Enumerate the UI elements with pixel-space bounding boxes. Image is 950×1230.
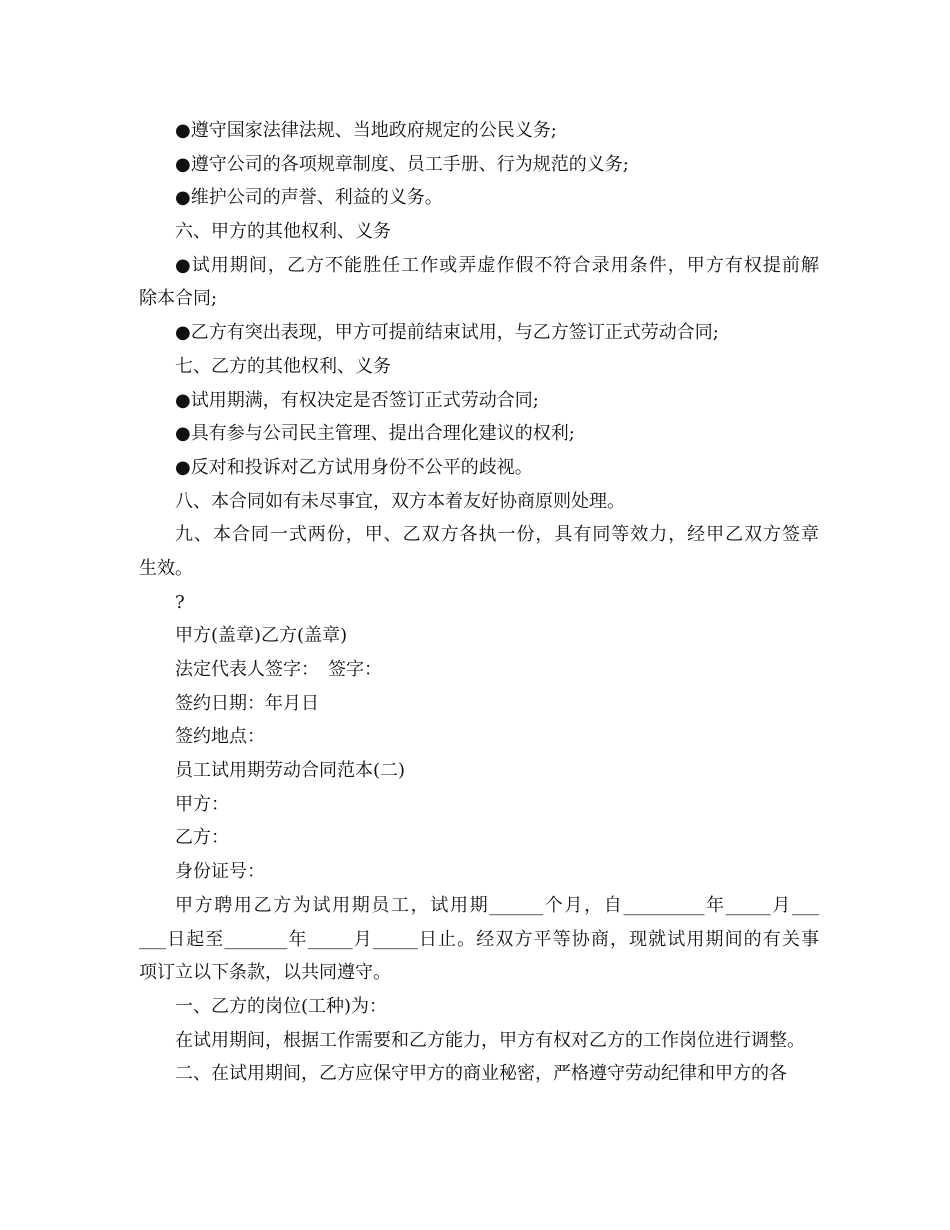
bullet-line-rules: ●遵守公司的各项规章制度、员工手册、行为规范的义务; [175,153,629,175]
clause-one-body: 在试用期间，根据工作需要和乙方能力，甲方有权对乙方的工作岗位进行调整。 [175,1029,805,1051]
paragraph-line: ___日起至_______年_____月_____日止。经双方平等协商，现就试用期间的有关事 [139,928,819,950]
section-heading-six: 六、甲方的其他权利、义务 [175,221,391,243]
document-body [139,114,819,1091]
bullet-line-terminate: ●试用期间，乙方不能胜任工作或弄虚作假不符合录用条件，甲方有权提前解 [175,254,819,276]
paragraph-continuation: 生效。 [139,557,193,579]
id-number-line: 身份证号： [175,861,265,883]
document-title: 员工试用期劳动合同范本(二) [175,760,406,782]
bullet-line-participate: ●具有参与公司民主管理、提出合理化建议的权利; [175,423,575,445]
sign-place-line: 签约地点： [175,726,265,748]
paragraph-line: 项订立以下条款，以共同遵守。 [139,962,391,984]
bullet-line-law: ●遵守国家法律法规、当地政府规定的公民义务; [175,120,557,141]
sign-date-line: 签约日期：年月日 [175,692,319,714]
signature-line: 法定代表人签字： 签字： [175,659,382,680]
paragraph-continuation: 除本合同; [139,288,218,310]
clause-one-heading: 一、乙方的岗位(工种)为： [175,995,388,1017]
section-heading-eight: 八、本合同如有未尽事宜，双方本着友好协商原则处理。 [175,490,625,512]
section-heading-seven: 七、乙方的其他权利、义务 [175,355,391,377]
placeholder-mark: ? [175,591,185,613]
party-a-line: 甲方： [175,793,229,815]
bullet-line-oppose: ●反对和投诉对乙方试用身份不公平的歧视。 [175,456,533,478]
party-b-line: 乙方： [175,827,229,849]
bullet-line-decide: ●试用期满，有权决定是否签订正式劳动合同; [175,389,539,411]
paragraph-line: 甲方聘用乙方为试用期员工，试用期______个月，自_________年_____月___ [175,894,819,916]
bullet-line-reputation: ●维护公司的声誉、利益的义务。 [175,187,443,209]
seal-line: 甲方(盖章)乙方(盖章) [175,625,348,647]
bullet-line-early-end: ●乙方有突出表现，甲方可提前结束试用，与乙方签订正式劳动合同; [175,322,719,344]
clause-two-body: 二、在试用期间，乙方应保守甲方的商业秘密，严格遵守劳动纪律和甲方的各 [175,1063,787,1085]
section-heading-nine: 九、本合同一式两份，甲、乙双方各执一份，具有同等效力，经甲乙双方签章 [175,524,819,546]
